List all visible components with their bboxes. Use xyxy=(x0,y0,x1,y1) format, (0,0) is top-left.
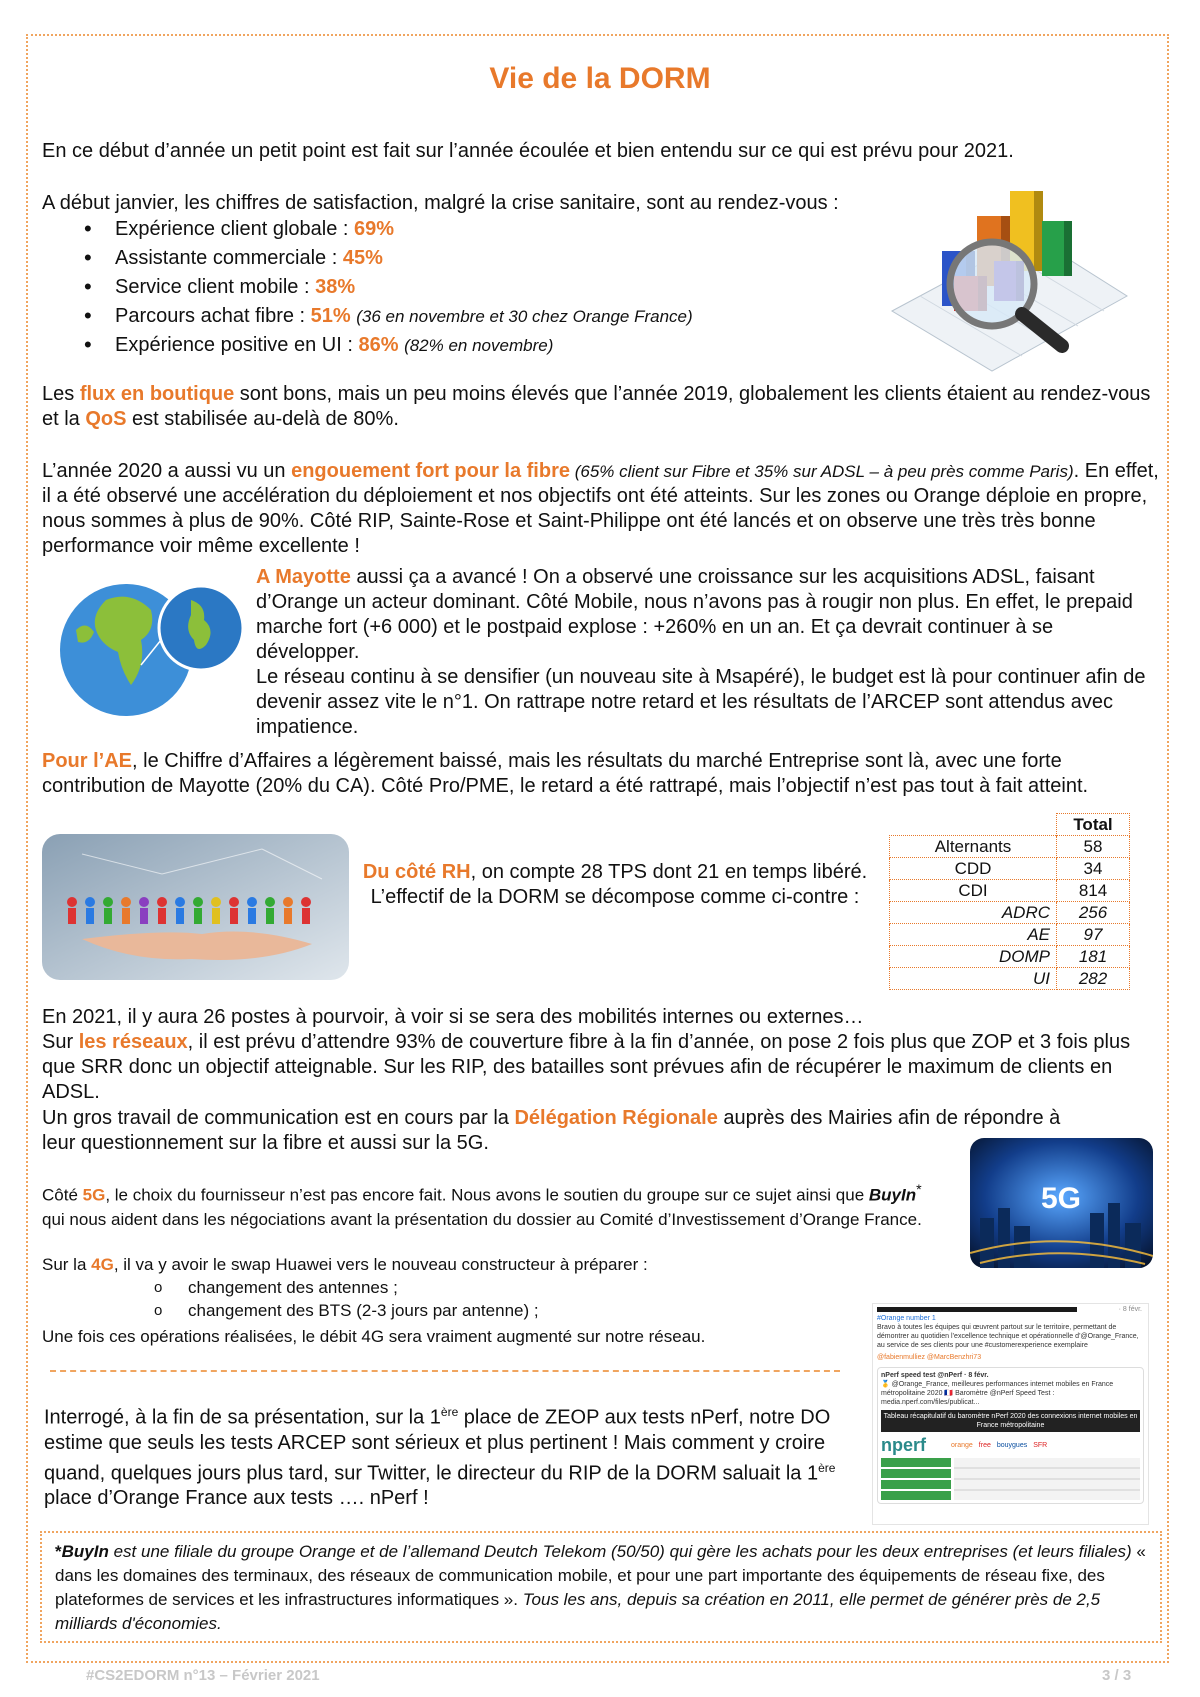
postes-paragraph: En 2021, il y aura 26 postes à pourvoir, à voir si se sera des mobilités internes ou externes… xyxy=(42,1006,864,1028)
delegation-paragraph: Un gros travail de communication est en cours par la Délégation Régionale auprès des Mairies afin de répondre à leur questionnement sur la fibre et aussi sur la 5G. xyxy=(42,1107,1061,1154)
table-row: CDI 814 xyxy=(890,880,1130,902)
4g-paragraph: Sur la 4G, il va y avoir le swap Huawei vers le nouveau constructeur à préparer : xyxy=(42,1255,648,1274)
table-row: Alternants 58 xyxy=(890,836,1130,858)
list-item: • Expérience client globale : 69% xyxy=(42,215,862,244)
tweet-quote[interactable] xyxy=(877,1367,1144,1504)
list-item: • Service client mobile : 38% xyxy=(42,273,862,302)
satisfaction-list xyxy=(42,215,862,360)
section-divider xyxy=(50,1370,840,1372)
intro-paragraph: En ce début d’année un petit point est fait sur l’année écoulée et bien entendu sur ce qui est prévu pour 2021. xyxy=(42,140,1014,162)
tweet-handle[interactable]: #Orange number 1 xyxy=(877,1315,936,1322)
tweet-card-table xyxy=(881,1458,1140,1500)
mayotte-paragraph: A Mayotte aussi ça a avancé ! On a observé une croissance sur les acquisitions ADSL, faisant d’Orange un acteur dominant. Côté Mobile, nous n’avons pas à rougir non plus. En effet, le prepaid marche fort (+6 000) et le postpaid explose : +260% en un an. Et ça devrait continuer à se développer. Le réseau continu à se densifier (un nouveau site à Msapéré), le budget est là pour continuer afin de devenir assez vite le n°1. On rattrape notre retard et les résultats de l’ARCEP sont attendus avec impatience. xyxy=(256,566,1146,738)
tweet-screenshot xyxy=(872,1303,1149,1525)
tweet-quote-text: 🥇 @Orange_France, meilleures performances internet mobiles en France métropolitaine 2020 🇫🇷 Baromètre @nPerf Speed Test : media.nperf.com/files/publicat... xyxy=(881,1381,1114,1406)
footer-issue: #CS2EDORM n°13 – Février 2021 xyxy=(86,1667,320,1684)
5g-label: 5G xyxy=(1040,1182,1082,1215)
fibre-paragraph: L’année 2020 a aussi vu un engouement fort pour la fibre (65% client sur Fibre et 35% sur ADSL – à peu près comme Paris). En effet, il a été observé une accélération du déploiement et nos objectifs ont été atteints. Sur les zones ou Orange déploie en propre, nous sommes à plus de 90%. Côté RIP, Sainte-Rose et Saint-Philippe ont été lancés et on observe une très très bonne performance voir même excellente ! xyxy=(42,460,1159,557)
table-row: AE 97 xyxy=(890,924,1130,946)
staff-table xyxy=(889,813,1130,990)
table-row: ADRC 256 xyxy=(890,902,1130,924)
table-row: UI 282 xyxy=(890,968,1130,990)
tweet-quote-name: nPerf speed test @nPerf · 8 févr. xyxy=(881,1372,989,1379)
table-header-row xyxy=(890,814,1130,836)
footnote-text: *BuyIn est une filiale du groupe Orange et de l’allemand Deutch Telekom (50/50) qui gère les achats pour les deux entreprises (et leurs filiales) « dans les domaines des terminaux, des réseaux de communication mobile, et pour une part importante des équipements de réseau fixe, des plateformes de services et les infrastructures informatiques ». Tous les ans, depuis sa création en 2011, elle permet de générer près de 2,5 milliards d'économies. xyxy=(55,1542,1146,1633)
page-title: Vie de la DORM xyxy=(489,62,711,95)
table-header-total: Total xyxy=(1057,814,1130,836)
4g-list xyxy=(42,1276,942,1322)
4g-after-paragraph: Une fois ces opérations réalisées, le débit 4G sera vraiment augmenté sur notre réseau. xyxy=(42,1327,706,1346)
5g-paragraph: Côté 5G, le choix du fournisseur n’est pas encore fait. Nous avons le soutien du groupe sur ce sujet ainsi que BuyIn* qui nous aident dans les négociations avant la présentation du dossier au Comité d’Investissement d’Orange France. xyxy=(42,1182,922,1229)
tweet-body: Bravo à toutes les équipes qui œuvrent partout sur le territoire, permettant de démontrer au quotidien l’excellence technique et opérationnelle d’@Orange_France, au service de ses clients pour une #customerexperience exemplaire xyxy=(877,1324,1139,1349)
footer-page-number: 3 / 3 xyxy=(1102,1667,1132,1684)
tweet-card-title: Tableau récapitulatif du baromètre nPerf 2020 des connexions internet mobiles en France métropolitaine xyxy=(881,1410,1140,1432)
bar-chart-magnifier-illustration xyxy=(882,176,1132,376)
tweet-time: · 8 févr. xyxy=(1118,1306,1142,1313)
5g-city-illustration xyxy=(970,1138,1153,1268)
reseaux-paragraph: Sur les réseaux, il est prévu d’attendre 93% de couverture fibre à la fin d’année, on pose 2 fois plus que ZOP et 3 fois plus que SRR donc un objectif atteignable. Sur les RIP, des batailles sont prévues afin de récupérer le maximum de clients en ADSL. xyxy=(42,1031,1131,1103)
nperf-logo: nperf xyxy=(881,1435,926,1455)
list-item: • Assistante commerciale : 45% xyxy=(42,244,862,273)
ae-paragraph: Pour l’AE, le Chiffre d’Affaires a légèrement baissé, mais les résultats du marché Entreprise sont là, avec une forte contribution de Mayotte (20% du CA). Côté Pro/PME, le retard a été rattrapé, mais l’objectif n’est pas tout à fait atteint. xyxy=(42,750,1089,797)
table-row: CDD 34 xyxy=(890,858,1130,880)
list-item: o changement des antennes ; xyxy=(42,1276,942,1299)
satisfaction-lead: A début janvier, les chiffres de satisfaction, malgré la crise sanitaire, sont au rendez-vous : xyxy=(42,192,839,214)
tweet-card-brands: orange free bouygues SFR xyxy=(951,1441,1048,1449)
list-item: o changement des BTS (2-3 jours par antenne) ; xyxy=(42,1299,942,1322)
list-item: • Parcours achat fibre : 51% (36 en novembre et 30 chez Orange France) xyxy=(42,302,862,331)
flux-paragraph: Les flux en boutique sont bons, mais un peu moins élevés que l’année 2019, globalement les clients étaient au rendez-vous et la QoS est stabilisée au-delà de 80%. xyxy=(42,383,1151,430)
table-row: DOMP 181 xyxy=(890,946,1130,968)
tweet-mentions[interactable]: @fabienmulliez @MarcBenzhri73 xyxy=(877,1354,982,1361)
nperf-paragraph: Interrogé, à la fin de sa présentation, sur la 1ère place de ZEOP aux tests nPerf, notre DO estime que seuls les tests ARCEP sont sérieux et plus pertinent ! Mais comment y croire quand, quelques jours plus tard, sur Twitter, le directeur du RIP de la DORM saluait la 1ère place d’Orange France aux tests …. nPerf ! xyxy=(44,1405,836,1510)
list-item: • Expérience positive en UI : 86% (82% en novembre) xyxy=(42,331,862,360)
tweet-card-body xyxy=(881,1435,1140,1455)
globe-mayotte-illustration xyxy=(56,570,246,720)
people-network-illustration xyxy=(42,834,349,980)
rh-paragraph: Du côté RH, on compte 28 TPS dont 21 en temps libéré. L’effectif de la DORM se décompose comme ci-contre : xyxy=(362,861,868,908)
